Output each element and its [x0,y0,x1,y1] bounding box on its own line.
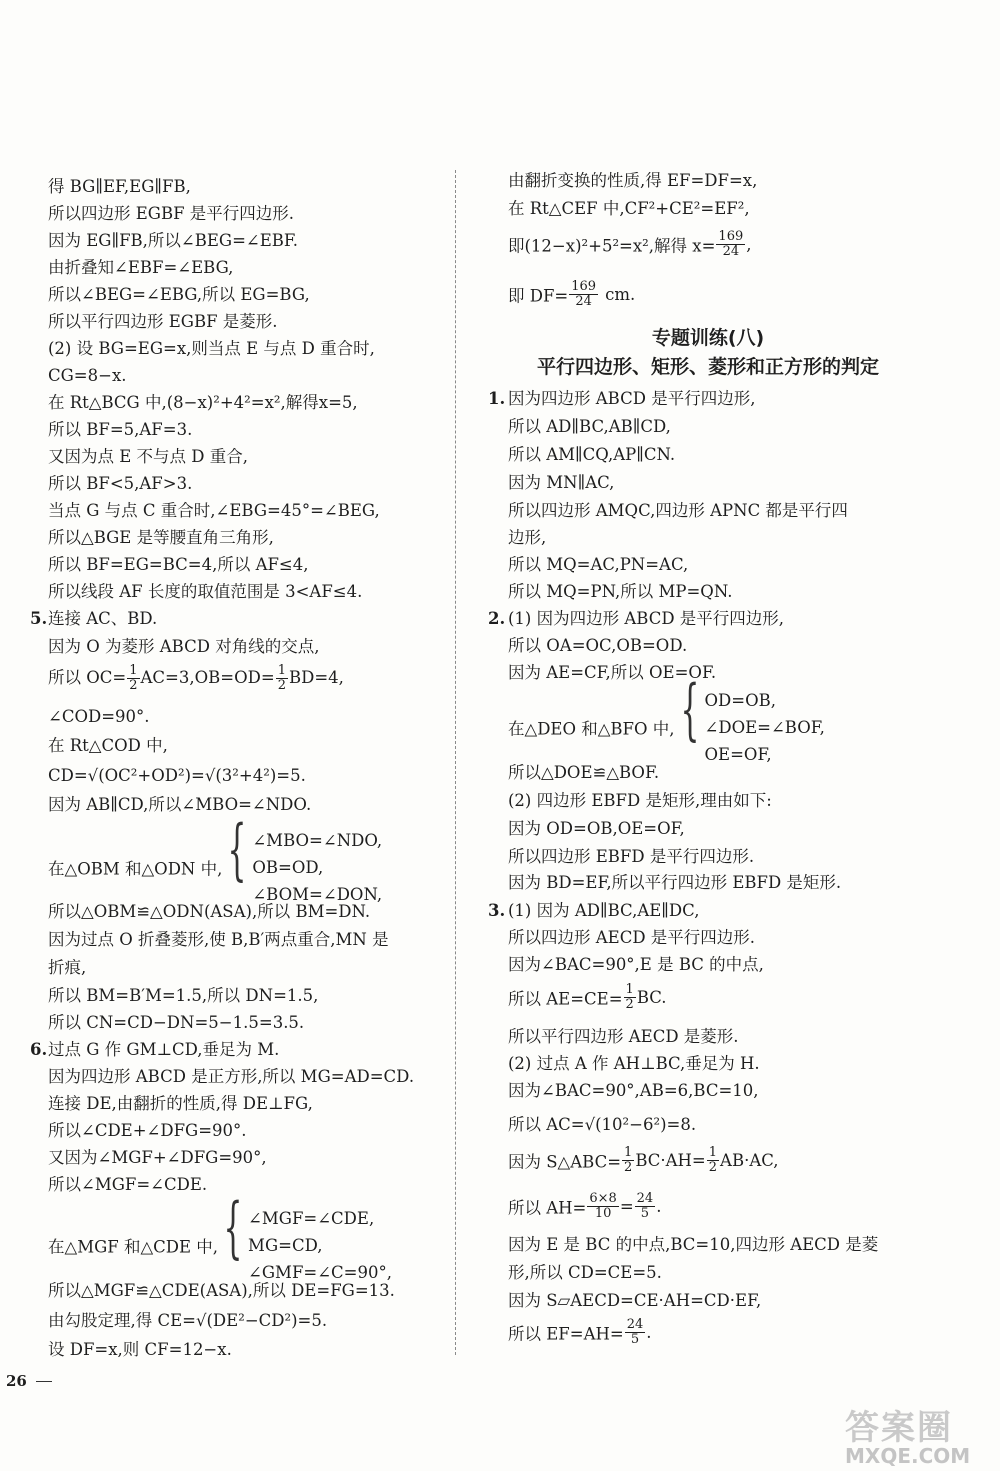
text-line: 所以平行四边形 EGBF 是菱形. [48,312,278,331]
text-line: 在 Rt△COD 中, [48,736,168,755]
text: 即 DF= [508,286,569,306]
fraction [622,1146,634,1175]
text-line: 所以 OA=OC,OB=OD. [508,636,688,655]
text-line: 所以四边形 EGBF 是平行四边形. [48,204,295,223]
system-lines [252,827,382,908]
formula-line: 由勾股定理,得 CE=√(DE²−CD²)=5. [48,1311,328,1330]
denominator: 24 [575,294,592,309]
system-lines [248,1205,392,1286]
denominator: 24 [722,244,740,259]
text-line: 折痕, [48,958,87,977]
left-brace: { [223,1189,243,1266]
text-line: 又因为∠MGF+∠DFG=90°, [48,1148,267,1167]
system-lines [705,687,825,768]
fraction [127,664,139,693]
text: , [746,235,752,254]
text-line: 因为 AE=CF,所以 OE=OF. [508,663,717,682]
text-line: 过点 G 作 GM⊥CD,垂足为 M. [48,1040,280,1059]
fraction [569,280,598,309]
system-line: MG=CD, [248,1236,323,1255]
text: 所以 AH= [508,1198,587,1218]
text-line: 因为∠BAC=90°,E 是 BC 的中点, [508,955,764,974]
text-line: 在 Rt△CEF 中,CF²+CE²=EF², [508,199,750,218]
text-line: 当点 G 与点 C 重合时,∠EBG=45°=∠BEG, [48,501,380,520]
text-line: 所以 AD∥BC,AB∥CD, [508,417,671,436]
question-number: 1. [488,389,506,408]
formula-line [508,280,635,309]
fraction [276,664,288,693]
text-line: 所以四边形 AMQC,四边形 APNC 都是平行四 [508,501,848,520]
text-line: 设 DF=x,则 CF=12−x. [48,1340,232,1359]
text-line: 所以 CN=CD−DN=5−1.5=3.5. [48,1013,305,1032]
text-line: 所以△BGE 是等腰直角三角形, [48,528,274,547]
watermark-url: MXQE.COM [845,1444,971,1468]
text: 因为 S△ABC= [508,1152,622,1172]
system-line: OE=OF, [704,745,772,764]
system-line: ∠DOE=∠BOF, [704,718,825,737]
text: = [619,1197,634,1216]
text: 所以 EF=AH= [508,1324,624,1344]
text-line: 又因为点 E 不与点 D 重合, [48,447,248,466]
numerator: 1 [625,982,634,997]
page-number-rule [36,1381,52,1382]
text-line: 因为四边形 ABCD 是平行四边形, [508,389,756,408]
text: . [656,1197,662,1216]
equation-system [48,1189,392,1286]
numerator: 1 [708,1145,718,1160]
question-number: 5. [30,609,48,628]
text-line: 所以△DOE≌△BOF. [508,763,660,782]
numerator: 169 [571,279,597,294]
watermark-text: 答案圈 [845,1408,953,1448]
numerator: 6×8 [589,1191,617,1206]
formula-line: CD=√(OC²+OD²)=√(3²+4²)=5. [48,766,306,785]
text: . [646,1323,652,1342]
numerator: 24 [636,1191,654,1206]
text: 在△MGF 和△CDE 中, [48,1237,219,1257]
text-line: (2) 四边形 EBFD 是矩形,理由如下: [508,791,772,810]
text: AB·AC, [720,1151,779,1170]
denominator: 2 [277,678,286,693]
text-line: (1) 因为 AD∥BC,AE∥DC, [508,901,700,920]
denominator: 10 [594,1206,612,1221]
text-line: 因为 MN∥AC, [508,473,615,492]
equation-system [48,811,383,908]
question-number: 2. [488,609,506,628]
system-line: ∠MBO=∠NDO, [252,831,383,850]
text-line: 所以∠MGF=∠CDE. [48,1175,208,1194]
text-line: 所以四边形 AECD 是平行四边形. [508,928,756,947]
fraction [716,230,745,259]
text-line: 所以线段 AF 长度的取值范围是 3<AF≤4. [48,582,363,601]
text-line: 因为 OD=OB,OE=OF, [508,819,685,838]
formula-line [508,983,667,1012]
text-line: 因为 S▱AECD=CE·AH=CD·EF, [508,1291,762,1310]
text-line: 所以 BF<5,AF>3. [48,474,193,493]
text: 在△DEO 和△BFO 中, [508,719,675,739]
formula-line [48,664,344,693]
text-line: 所以△MGF≌△CDE(ASA),所以 DE=FG=13. [48,1281,395,1300]
left-brace: { [227,811,247,888]
text-line: 因为四边形 ABCD 是正方形,所以 MG=AD=CD. [48,1067,415,1086]
denominator: 5 [630,1332,640,1347]
numerator: 169 [718,229,744,244]
numerator: 24 [626,1317,644,1332]
text-line: 因为 EG∥FB,所以∠BEG=∠EBF. [48,231,299,250]
text-line: 所以平行四边形 AECD 是菱形. [508,1027,739,1046]
text-line: 因为过点 O 折叠菱形,使 B,B′两点重合,MN 是 [48,930,389,949]
formula-line [508,1318,652,1347]
numerator: 1 [624,1145,633,1160]
text-line: 所以 BF=5,AF=3. [48,420,193,439]
text-line: 边形, [508,528,547,547]
formula-line [508,1146,779,1175]
watermark-logo [845,1400,995,1470]
section-subtitle: 平行四边形、矩形、菱形和正方形的判定 [536,356,879,378]
text-line: 所以 MQ=PN,所以 MP=QN. [508,582,733,601]
formula-line [508,1192,661,1221]
page-number: 26 [6,1372,27,1390]
text-line: 因为∠BAC=90°,AB=6,BC=10, [508,1081,759,1100]
text-line: 因为 BD=EF,所以平行四边形 EBFD 是矩形. [508,873,842,892]
text-line: 连接 DE,由翻折的性质,得 DE⊥FG, [48,1094,313,1113]
text-line: CG=8−x. [48,366,127,385]
text-line: 所以 BM=B′M=1.5,所以 DN=1.5, [48,986,319,1005]
system-line: ∠MGF=∠CDE, [248,1209,375,1228]
text-line: 形,所以 CD=CE=5. [508,1263,662,1282]
text-line: 所以 AM∥CQ,AP∥CN. [508,445,676,464]
text-line: 由翻折变换的性质,得 EF=DF=x, [508,171,758,190]
text-line: 得 BG∥EF,EG∥FB, [48,177,191,196]
text: 即(12−x)²+5²=x²,解得 x= [508,236,716,256]
text-line: 连接 AC、BD. [48,609,158,628]
text-line: 所以四边形 EBFD 是平行四边形. [508,847,755,866]
text: AC=3,OB=OD= [140,668,275,687]
text-line: 所以∠CDE+∠DFG=90°. [48,1121,247,1140]
text-line: 因为 E 是 BC 的中点,BC=10,四边形 AECD 是菱 [508,1235,879,1254]
text-line: (2) 过点 A 作 AH⊥BC,垂足为 H. [508,1054,760,1073]
fraction [707,1146,719,1175]
fraction [635,1192,656,1221]
text: 所以 OC= [48,668,127,687]
text-line: 由折叠知∠EBF=∠EBG, [48,258,234,277]
formula-line: 所以 AC=√(10²−6²)=8. [508,1115,697,1134]
text-line: 所以 MQ=AC,PN=AC, [508,555,689,574]
numerator: 1 [129,663,138,678]
formula-line [508,230,752,259]
numerator: 1 [277,663,286,678]
system-line: OD=OB, [704,691,776,710]
system-line: OB=OD, [252,858,324,877]
text: BD=4, [288,668,344,687]
question-number: 6. [30,1040,48,1059]
text: BC. [636,988,667,1007]
question-number: 3. [488,901,506,920]
fraction [587,1192,618,1221]
denominator: 2 [129,678,138,693]
denominator: 2 [624,1160,633,1175]
text-line: 所以 BF=EG=BC=4,所以 AF≤4, [48,555,309,574]
text: 所以 AE=CE= [508,989,623,1009]
text-line: 所以∠BEG=∠EBG,所以 EG=BG, [48,285,310,304]
text: BC·AH= [635,1151,706,1170]
text-line: 所以△OBM≌△ODN(ASA),所以 BM=DN. [48,902,371,921]
text-line: 因为 AB∥CD,所以∠MBO=∠NDO. [48,795,312,814]
left-brace: { [680,671,699,748]
text-line: (2) 设 BG=EG=x,则当点 E 与点 D 重合时, [48,339,375,358]
text-line: 因为 O 为菱形 ABCD 对角线的交点, [48,637,320,656]
system-line: ∠GMF=∠C=90°, [248,1263,392,1282]
denominator: 2 [625,997,634,1012]
text: 在△OBM 和△ODN 中, [48,859,223,879]
column-divider [455,170,456,1355]
system-line: ∠BOM=∠DON, [252,885,383,904]
fraction [625,1318,646,1347]
text-line: ∠COD=90°. [48,707,150,726]
fraction [624,983,636,1012]
denominator: 5 [640,1206,650,1221]
text-line: 在 Rt△BCG 中,(8−x)²+4²=x²,解得x=5, [48,393,358,412]
text-line: (1) 因为四边形 ABCD 是平行四边形, [508,609,785,628]
section-title: 专题训练(八) [651,327,765,349]
text: cm. [605,285,636,304]
denominator: 2 [708,1160,718,1175]
